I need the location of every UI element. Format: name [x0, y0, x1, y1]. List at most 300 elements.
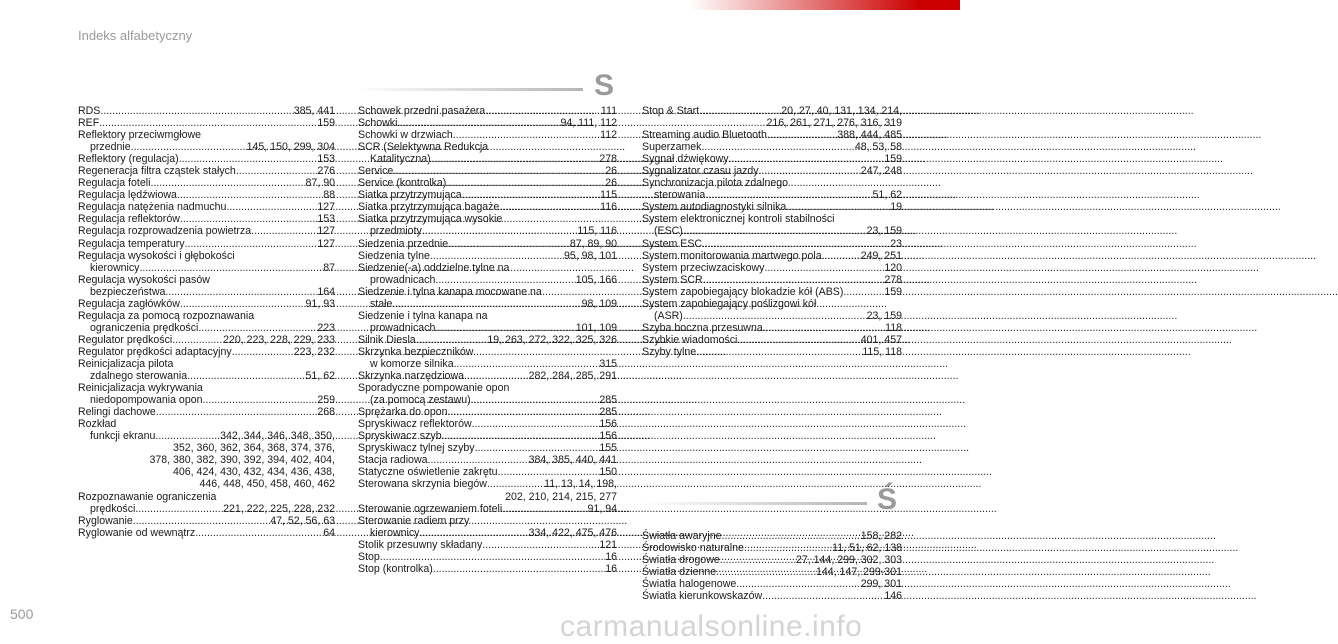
page-refs: 334, 422, 475, 476	[528, 526, 617, 539]
index-entry	[358, 310, 617, 334]
entry-term: Regulacja za pomocą rozpoznawania	[78, 309, 255, 322]
index-entry-line	[358, 491, 617, 503]
index-entry	[358, 430, 617, 442]
index-entry	[358, 129, 617, 141]
index-entry	[358, 165, 617, 177]
entry-term: Skrzynka bezpieczników	[358, 345, 474, 358]
index-entry-line	[358, 322, 617, 334]
entry-term: Siedzenie i tylna kanapa na	[358, 309, 488, 322]
index-entry-line	[78, 238, 335, 250]
page-refs-continued: 216, 261, 271, 276, 316, 319	[766, 117, 902, 130]
page-refs-continued: 446, 448, 450, 458, 460, 462	[199, 478, 335, 491]
entry-term: Szyby tylne	[642, 345, 697, 358]
dot-leader	[764, 262, 884, 274]
page-refs: 115, 118	[862, 345, 902, 358]
entry-term: prowadnicach	[370, 273, 436, 286]
index-entry-line	[78, 250, 335, 262]
entry-term: Szybkie wiadomości	[642, 333, 738, 346]
entry-term: SCR (Selektywna Redukcja	[358, 141, 489, 154]
entry-term: Reflektory (regulacja)	[78, 153, 179, 166]
page-refs: 121	[599, 538, 617, 551]
page-refs: 101, 109	[575, 321, 617, 334]
index-entry	[358, 466, 617, 478]
entry-term: przedmioty	[370, 225, 422, 238]
dot-leader	[203, 394, 318, 406]
index-entry	[358, 418, 617, 430]
page-refs: 23, 159	[866, 309, 902, 322]
entry-term: Stop (kontrolka)	[358, 562, 433, 575]
dot-leader	[236, 165, 318, 177]
entry-term: (ASR)	[654, 309, 683, 322]
index-entry-line	[358, 250, 617, 262]
index-entry-line	[358, 310, 617, 322]
dot-leader	[442, 430, 600, 442]
dot-leader	[180, 213, 317, 225]
entry-term: Środowisko naturalne	[642, 542, 744, 555]
index-entry	[642, 105, 902, 129]
dot-leader	[392, 298, 581, 310]
index-entry-line	[358, 213, 617, 225]
entry-term: Schowki	[358, 117, 398, 130]
index-entry	[78, 346, 335, 358]
index-entry-line	[358, 177, 617, 189]
page-refs: 115, 116	[577, 225, 617, 238]
index-entry-line	[642, 542, 902, 554]
page-refs: 384, 385, 440, 441	[528, 454, 617, 467]
index-entry-line	[642, 213, 902, 225]
page-refs: 278	[599, 153, 617, 166]
index-entry-line	[78, 503, 335, 515]
index-entry-line	[358, 442, 617, 454]
index-entry	[642, 262, 902, 274]
index-entry	[78, 334, 335, 346]
page-refs: 88	[323, 189, 335, 202]
index-entry-line	[358, 539, 617, 551]
index-entry-line	[358, 286, 617, 298]
page-refs: 11, 51, 62, 138	[832, 542, 902, 555]
index-entry-line	[78, 141, 335, 153]
entry-term: Światła awaryjne	[642, 530, 722, 542]
page-refs: 16	[605, 562, 617, 575]
dot-leader	[155, 430, 220, 442]
page-refs: 247, 248	[860, 165, 902, 178]
index-entry	[78, 238, 335, 250]
index-entry	[642, 238, 902, 250]
entry-term: Sygnalizator czasu jazdy	[642, 165, 759, 178]
entry-term: Regulacja temperatury	[78, 237, 185, 250]
index-entry-line	[78, 418, 335, 430]
entry-term: RDS	[78, 105, 101, 117]
page-refs: 94, 111, 112	[560, 117, 617, 130]
entry-term: Siatka przytrzymująca wysokie	[358, 213, 503, 226]
entry-term: Regulacja foteli	[78, 177, 151, 190]
entry-term: Siedzenie i tylna kanapa mocowane na	[358, 285, 542, 298]
dot-leader	[683, 310, 867, 322]
dot-leader	[482, 539, 599, 551]
index-entry	[358, 406, 617, 418]
index-entry-line	[358, 466, 617, 478]
page-refs: 118	[885, 321, 902, 334]
page-refs-continued: 352, 360, 362, 364, 368, 374, 376,	[173, 442, 335, 455]
dot-leader	[702, 238, 890, 250]
index-entry-line	[642, 153, 902, 165]
entry-term: Regulacja natężenia nadmuchu	[78, 201, 227, 214]
page-refs: 158, 282	[860, 530, 902, 542]
entry-term: System zapobiegający blokadzie kół (ABS)	[642, 285, 844, 298]
dot-leader	[428, 454, 529, 466]
index-entry	[358, 503, 617, 515]
entry-term: Reinicjalizacja pilota	[78, 357, 174, 370]
index-entry-line	[78, 177, 335, 189]
page-refs: 159	[884, 285, 902, 298]
page-refs: 105, 166	[575, 273, 617, 286]
index-entry	[642, 201, 902, 213]
entry-term: Siatka przytrzymująca	[358, 189, 462, 202]
index-entry-line	[642, 177, 902, 189]
dot-leader	[431, 153, 600, 165]
index-entry-line	[78, 370, 335, 382]
entry-term: Sterowanie radiem przy	[358, 514, 470, 527]
dot-leader	[393, 165, 605, 177]
page-refs: 87, 89, 90	[569, 237, 617, 250]
entry-term: System autodiagnostyki silnika	[642, 201, 787, 214]
index-entry-line	[78, 129, 335, 141]
index-entry	[78, 105, 335, 117]
page-refs: 150	[599, 466, 617, 479]
page-refs: 127	[317, 237, 335, 250]
dot-leader	[416, 334, 488, 346]
index-entry	[358, 454, 617, 466]
entry-term: System ESC	[642, 237, 703, 250]
entry-term: Regulacja lędźwiowa	[78, 189, 177, 202]
index-entry	[642, 554, 902, 566]
index-entry-line	[78, 310, 335, 322]
index-entry-line	[78, 466, 335, 478]
entry-term: Spryskiwacz tylnej szyby	[358, 442, 475, 455]
index-entry-line	[78, 442, 335, 454]
page-refs: 285	[599, 394, 617, 407]
dot-leader	[165, 286, 317, 298]
index-entry-line	[642, 250, 902, 262]
watermark: carmanualsonline.info	[560, 610, 863, 643]
index-entry-line	[78, 213, 335, 225]
dot-leader	[699, 105, 781, 117]
index-entry	[358, 442, 617, 454]
entry-term: Sterowanie ogrzewaniem foteli	[358, 502, 503, 515]
index-entry-line	[78, 334, 335, 346]
dot-leader	[448, 238, 570, 250]
index-entry	[642, 578, 902, 590]
index-entry-line	[358, 503, 617, 515]
index-entry	[642, 542, 902, 554]
index-entry-line	[358, 117, 617, 129]
entry-term: Regulacja rozprowadzenia powietrza	[78, 225, 252, 238]
page-refs: 385, 441	[293, 105, 335, 117]
index-entry-line	[78, 262, 335, 274]
entry-term: Regulacja wysokości i głębokości	[78, 249, 235, 262]
index-entry	[642, 322, 902, 334]
dot-leader	[177, 189, 323, 201]
index-entry	[642, 153, 902, 165]
index-entry-line	[78, 201, 335, 213]
index-entry	[642, 165, 902, 177]
page-refs: 155	[599, 442, 617, 455]
entry-term: Siedzenie(-a) oddzielne tylne na	[358, 261, 510, 274]
index-entry	[78, 527, 335, 539]
page-refs: 51, 62	[872, 189, 902, 202]
entry-term: Regulator prędkości	[78, 333, 173, 346]
page-refs: 223	[317, 321, 335, 334]
index-entry	[358, 346, 617, 370]
index-entry-line	[642, 578, 902, 590]
entry-term: Statyczne oświetlenie zakrętu	[358, 466, 498, 479]
index-entry-line	[78, 105, 335, 117]
index-entry	[358, 334, 617, 346]
page-refs: 299, 301	[860, 578, 902, 591]
index-entry-line	[78, 286, 335, 298]
index-entry	[358, 201, 617, 213]
index-entry-line	[78, 430, 335, 442]
index-entry-line	[358, 418, 617, 430]
entry-term: Regulacja zagłówków	[78, 297, 180, 310]
entry-term: prowadnicach	[370, 321, 436, 334]
index-entry-line	[358, 262, 617, 274]
index-entry	[78, 165, 335, 177]
page-refs: 23	[890, 237, 902, 250]
page-refs: 87, 90	[305, 177, 335, 190]
dot-leader	[696, 346, 862, 358]
index-entry-line	[642, 530, 902, 542]
index-entry-line	[642, 322, 902, 334]
index-entry-line	[642, 334, 902, 346]
dot-leader	[736, 578, 861, 590]
entry-term: (ESC)	[654, 225, 683, 238]
index-entry-line	[358, 225, 617, 237]
index-entry	[78, 418, 335, 490]
entry-term: Superzamek	[642, 141, 702, 154]
index-entry-line	[78, 515, 335, 527]
entry-term: System monitorowania martwego pola	[642, 249, 822, 262]
index-entry	[78, 117, 335, 129]
index-entry-line	[358, 238, 617, 250]
entry-term: w komorze silnika	[370, 357, 454, 370]
index-entry	[642, 530, 902, 542]
index-entry-line	[358, 153, 617, 165]
dot-leader	[232, 346, 294, 358]
page-refs: 127	[317, 201, 335, 214]
dot-leader	[131, 141, 247, 153]
entry-term: System elektronicznej kontroli stabilności	[642, 213, 835, 226]
index-entry	[642, 298, 902, 322]
page-refs: 259	[317, 394, 335, 407]
index-entry-line	[358, 515, 617, 527]
dot-leader	[763, 322, 885, 334]
index-entry	[358, 262, 617, 286]
dot-leader	[705, 189, 872, 201]
page-refs: 268	[317, 406, 335, 419]
index-entry-line	[642, 554, 902, 566]
page-refs: 51, 62	[305, 370, 335, 383]
page-refs: 23, 159	[866, 225, 902, 238]
dot-leader	[720, 554, 796, 566]
entry-term: Regulacja wysokości pasów	[78, 273, 210, 286]
index-entry	[642, 141, 902, 153]
entry-term: Regulacja reflektorów	[78, 213, 180, 226]
entry-term: Sterowana skrzynia biegów	[358, 478, 487, 491]
dot-leader	[502, 503, 587, 515]
dot-leader	[471, 394, 600, 406]
entry-term: Streaming audio Bluetooth	[642, 129, 767, 142]
index-entry-line	[642, 286, 902, 298]
page-refs: 282, 284, 285, 291	[528, 370, 617, 383]
dot-leader	[251, 225, 317, 237]
page-refs: 120	[884, 261, 902, 274]
index-entry	[358, 105, 617, 117]
page-refs: 156	[599, 430, 617, 443]
entry-term: Service	[358, 165, 394, 178]
page-refs: 20, 27, 40, 131, 134, 214,	[781, 105, 902, 117]
page-refs: 342, 344, 346, 348, 350,	[220, 430, 335, 443]
index-entry	[358, 177, 617, 189]
index-entry-line	[642, 189, 902, 201]
index-entry	[358, 238, 617, 250]
index-entry-line	[358, 382, 617, 394]
index-entry-line	[358, 165, 617, 177]
entry-term: prędkości	[90, 502, 136, 515]
index-entry-line	[642, 165, 902, 177]
page-refs: 127	[317, 225, 335, 238]
page-refs: 278	[884, 273, 902, 286]
dot-leader	[135, 503, 223, 515]
index-entry	[78, 189, 335, 201]
index-entry-line	[78, 382, 335, 394]
page-refs: 91, 93	[305, 297, 335, 310]
index-entry	[78, 177, 335, 189]
dot-leader	[156, 406, 318, 418]
dot-leader	[150, 177, 305, 189]
dot-leader	[433, 563, 605, 575]
entry-term: Światła kierunkowskazów	[642, 590, 763, 603]
entry-term: Regulator prędkości adaptacyjny	[78, 345, 232, 358]
entry-term: Światła drogowe	[642, 554, 720, 567]
index-entry	[642, 566, 902, 578]
page-refs: 115	[600, 189, 617, 202]
index-entry-line	[642, 238, 902, 250]
entry-term: funkcji ekranu	[90, 430, 156, 443]
dot-leader	[195, 527, 323, 539]
index-entry	[642, 129, 902, 141]
page-refs: 26	[605, 177, 617, 190]
page-refs: 164	[317, 285, 335, 298]
dot-leader	[462, 189, 600, 201]
index-entry-line	[78, 165, 335, 177]
page-refs: 16	[605, 550, 617, 563]
page-refs: 112	[600, 129, 617, 142]
page-refs: 19	[890, 201, 902, 214]
index-entry-line	[78, 153, 335, 165]
dot-leader	[446, 177, 605, 189]
index-entry-line	[642, 201, 902, 213]
index-entry-line	[358, 358, 617, 370]
page-refs: 91, 94	[587, 502, 617, 515]
dot-leader	[454, 358, 600, 370]
page-refs: 64	[323, 526, 335, 539]
dot-leader	[762, 590, 884, 602]
page-refs: 276	[317, 165, 335, 178]
index-entry	[642, 286, 902, 298]
dot-leader	[453, 129, 600, 141]
index-entry-line	[642, 566, 902, 578]
section-letter-s-acute: Ś	[877, 483, 898, 516]
index-entry	[358, 286, 617, 310]
entry-term: Spryskiwacz reflektorów	[358, 418, 472, 431]
index-entry	[642, 213, 902, 237]
dot-leader	[703, 274, 885, 286]
index-entry	[78, 298, 335, 310]
index-column-3-section-s-acute	[642, 530, 902, 602]
page-refs-continued: 378, 380, 382, 390, 392, 394, 402, 404,	[149, 454, 335, 467]
dot-leader	[435, 274, 575, 286]
entry-term: Stolik przesuwny składany	[358, 538, 483, 551]
index-entry-line	[642, 310, 902, 322]
dot-leader	[464, 370, 529, 382]
index-entry-line	[358, 563, 617, 575]
page-refs: 220, 223, 228, 229, 233	[223, 333, 335, 346]
index-entry-line	[358, 129, 617, 141]
dot-leader	[744, 542, 832, 554]
index-entry-line	[358, 454, 617, 466]
dot-leader	[419, 527, 528, 539]
index-entry	[78, 153, 335, 165]
page-refs: 146	[884, 590, 902, 603]
entry-term: Siedzenia przednie	[358, 237, 449, 250]
index-entry-line	[642, 262, 902, 274]
dot-leader	[187, 370, 305, 382]
page-refs: 19, 263, 272, 322, 325, 326	[487, 333, 617, 346]
header-accent-bar	[690, 0, 960, 10]
index-entry-line	[78, 298, 335, 310]
index-entry-line	[642, 225, 902, 237]
section-letter-s: S	[594, 69, 615, 102]
dot-leader	[716, 566, 816, 578]
dot-leader	[843, 286, 884, 298]
index-entry	[78, 213, 335, 225]
index-entry-line	[78, 527, 335, 539]
dot-leader	[226, 201, 317, 213]
index-entry	[78, 515, 335, 527]
index-entry-line	[642, 117, 902, 129]
page-refs: 156	[599, 418, 617, 431]
dot-leader	[475, 442, 600, 454]
page-refs: 111	[600, 105, 617, 117]
entry-term: Skrzynka narzędziowa	[358, 370, 464, 383]
entry-term: Synchronizacja pilota zdalnego	[642, 177, 789, 190]
index-entry-line	[358, 105, 617, 117]
page-refs: 249, 251	[860, 249, 902, 262]
index-entry	[358, 551, 617, 563]
entry-term: Stacja radiowa	[358, 454, 428, 467]
page-refs: 159	[317, 117, 335, 130]
dot-leader	[786, 201, 890, 213]
dot-leader	[179, 153, 318, 165]
page-refs: 221, 222, 225, 228, 232	[223, 502, 335, 515]
dot-leader	[435, 322, 575, 334]
dot-leader	[485, 105, 601, 117]
entry-term: Schowek przedni pasażera	[358, 105, 486, 117]
index-entry	[78, 382, 335, 406]
index-entry	[78, 225, 335, 237]
index-entry	[358, 539, 617, 551]
